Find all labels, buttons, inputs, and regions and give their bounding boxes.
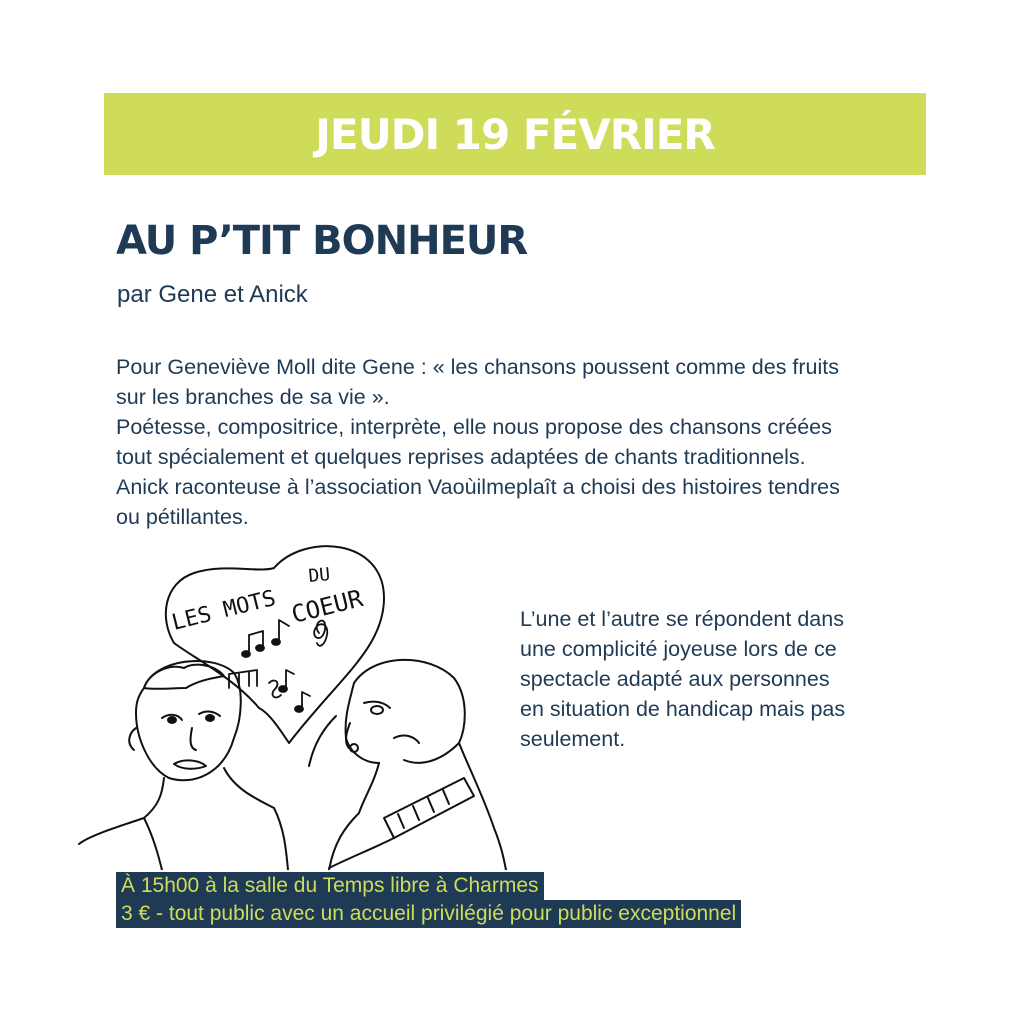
heart-text-les-mots: LES MOTS [169,585,279,636]
description-line: Poétesse, compositrice, interprète, elle nous propose des chansons créées [116,415,832,439]
description-line: Anick raconteuse à l’association Vaoùilmeplaît a choisi des histoires tendres [116,475,840,499]
description-line: ou pétillantes. [116,505,249,529]
description-line: sur les branches de sa vie ». [116,385,390,409]
aside-line: spectacle adapté aux personnes [520,667,830,691]
event-aside [520,604,920,754]
date-heading: JEUDI 19 FÉVRIER [315,109,715,159]
aside-line: L’une et l’autre se répondent dans [520,607,844,631]
right-person [309,660,506,870]
aside-line: seulement. [520,727,626,751]
description-line: tout spécialement et quelques reprises adaptées de chants traditionnels. [116,445,806,469]
heart-text-coeur: COEUR [288,584,366,629]
hand-drawn-illustration [74,538,514,870]
heart-text-du: DU [307,564,332,587]
aside-line: une complicité joyeuse lors de ce [520,637,837,661]
music-notes [229,620,327,712]
event-subtitle: par Gene et Anick [117,281,308,308]
event-location: À 15h00 à la salle du Temps libre à Charmes [116,872,544,900]
aside-line: en situation de handicap mais pas [520,697,846,721]
event-price: 3 € - tout public avec un accueil privilégié pour public exceptionnel [116,900,741,928]
event-info [116,872,741,928]
event-title: AU P’TIT BONHEUR [116,218,528,264]
event-description [116,352,946,532]
description-line: Pour Geneviève Moll dite Gene : « les chansons poussent comme des fruits [116,355,840,379]
date-banner [104,93,926,175]
left-person [79,661,288,870]
